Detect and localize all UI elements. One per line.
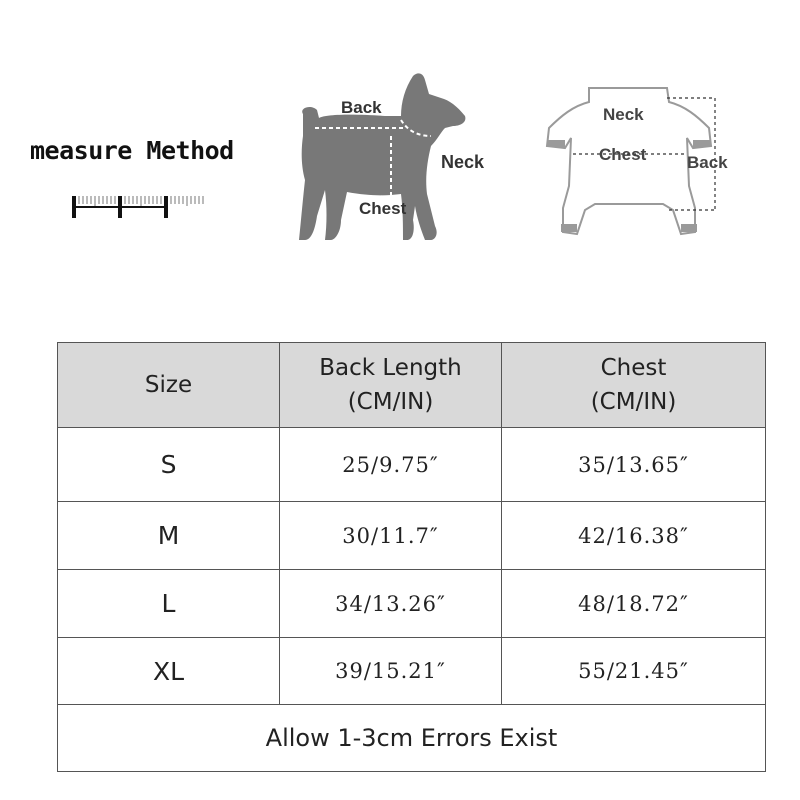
chest-cell: 42/16.38″ <box>502 502 766 570</box>
dog-chest-label: Chest <box>359 199 407 218</box>
chest-cell: 55/21.45″ <box>502 638 766 705</box>
header-back-length-unit: (CM/IN) <box>347 389 434 415</box>
table-row <box>58 638 766 705</box>
table-header-row <box>58 343 766 428</box>
dog-back-label: Back <box>341 98 382 117</box>
garment-measurement-diagram <box>545 82 745 252</box>
measure-method-title: measure Method <box>30 136 234 165</box>
size-chart-table <box>57 342 766 772</box>
back-length-cell: 25/9.75″ <box>280 428 502 502</box>
header-back-length-title: Back Length <box>319 355 462 381</box>
header-chest <box>502 343 766 428</box>
chest-cell: 48/18.72″ <box>502 570 766 638</box>
ruler-icon <box>72 192 212 222</box>
table-note-row <box>58 705 766 772</box>
table-row <box>58 570 766 638</box>
header-chest-unit: (CM/IN) <box>590 389 677 415</box>
garment-back-label: Back <box>687 153 728 172</box>
size-cell: XL <box>58 638 280 705</box>
size-cell: L <box>58 570 280 638</box>
size-cell: M <box>58 502 280 570</box>
garment-neck-label: Neck <box>603 105 644 124</box>
header-back-length <box>280 343 502 428</box>
dog-measurement-diagram <box>285 70 495 250</box>
size-cell: S <box>58 428 280 502</box>
table-row <box>58 428 766 502</box>
back-length-cell: 39/15.21″ <box>280 638 502 705</box>
chest-cell: 35/13.65″ <box>502 428 766 502</box>
garment-chest-label: Chest <box>599 145 647 164</box>
tolerance-note: Allow 1-3cm Errors Exist <box>58 705 766 772</box>
back-length-cell: 30/11.7″ <box>280 502 502 570</box>
header-size: Size <box>58 343 280 428</box>
header-chest-title: Chest <box>600 355 667 381</box>
dog-neck-label: Neck <box>441 152 485 172</box>
back-length-cell: 34/13.26″ <box>280 570 502 638</box>
table-row <box>58 502 766 570</box>
